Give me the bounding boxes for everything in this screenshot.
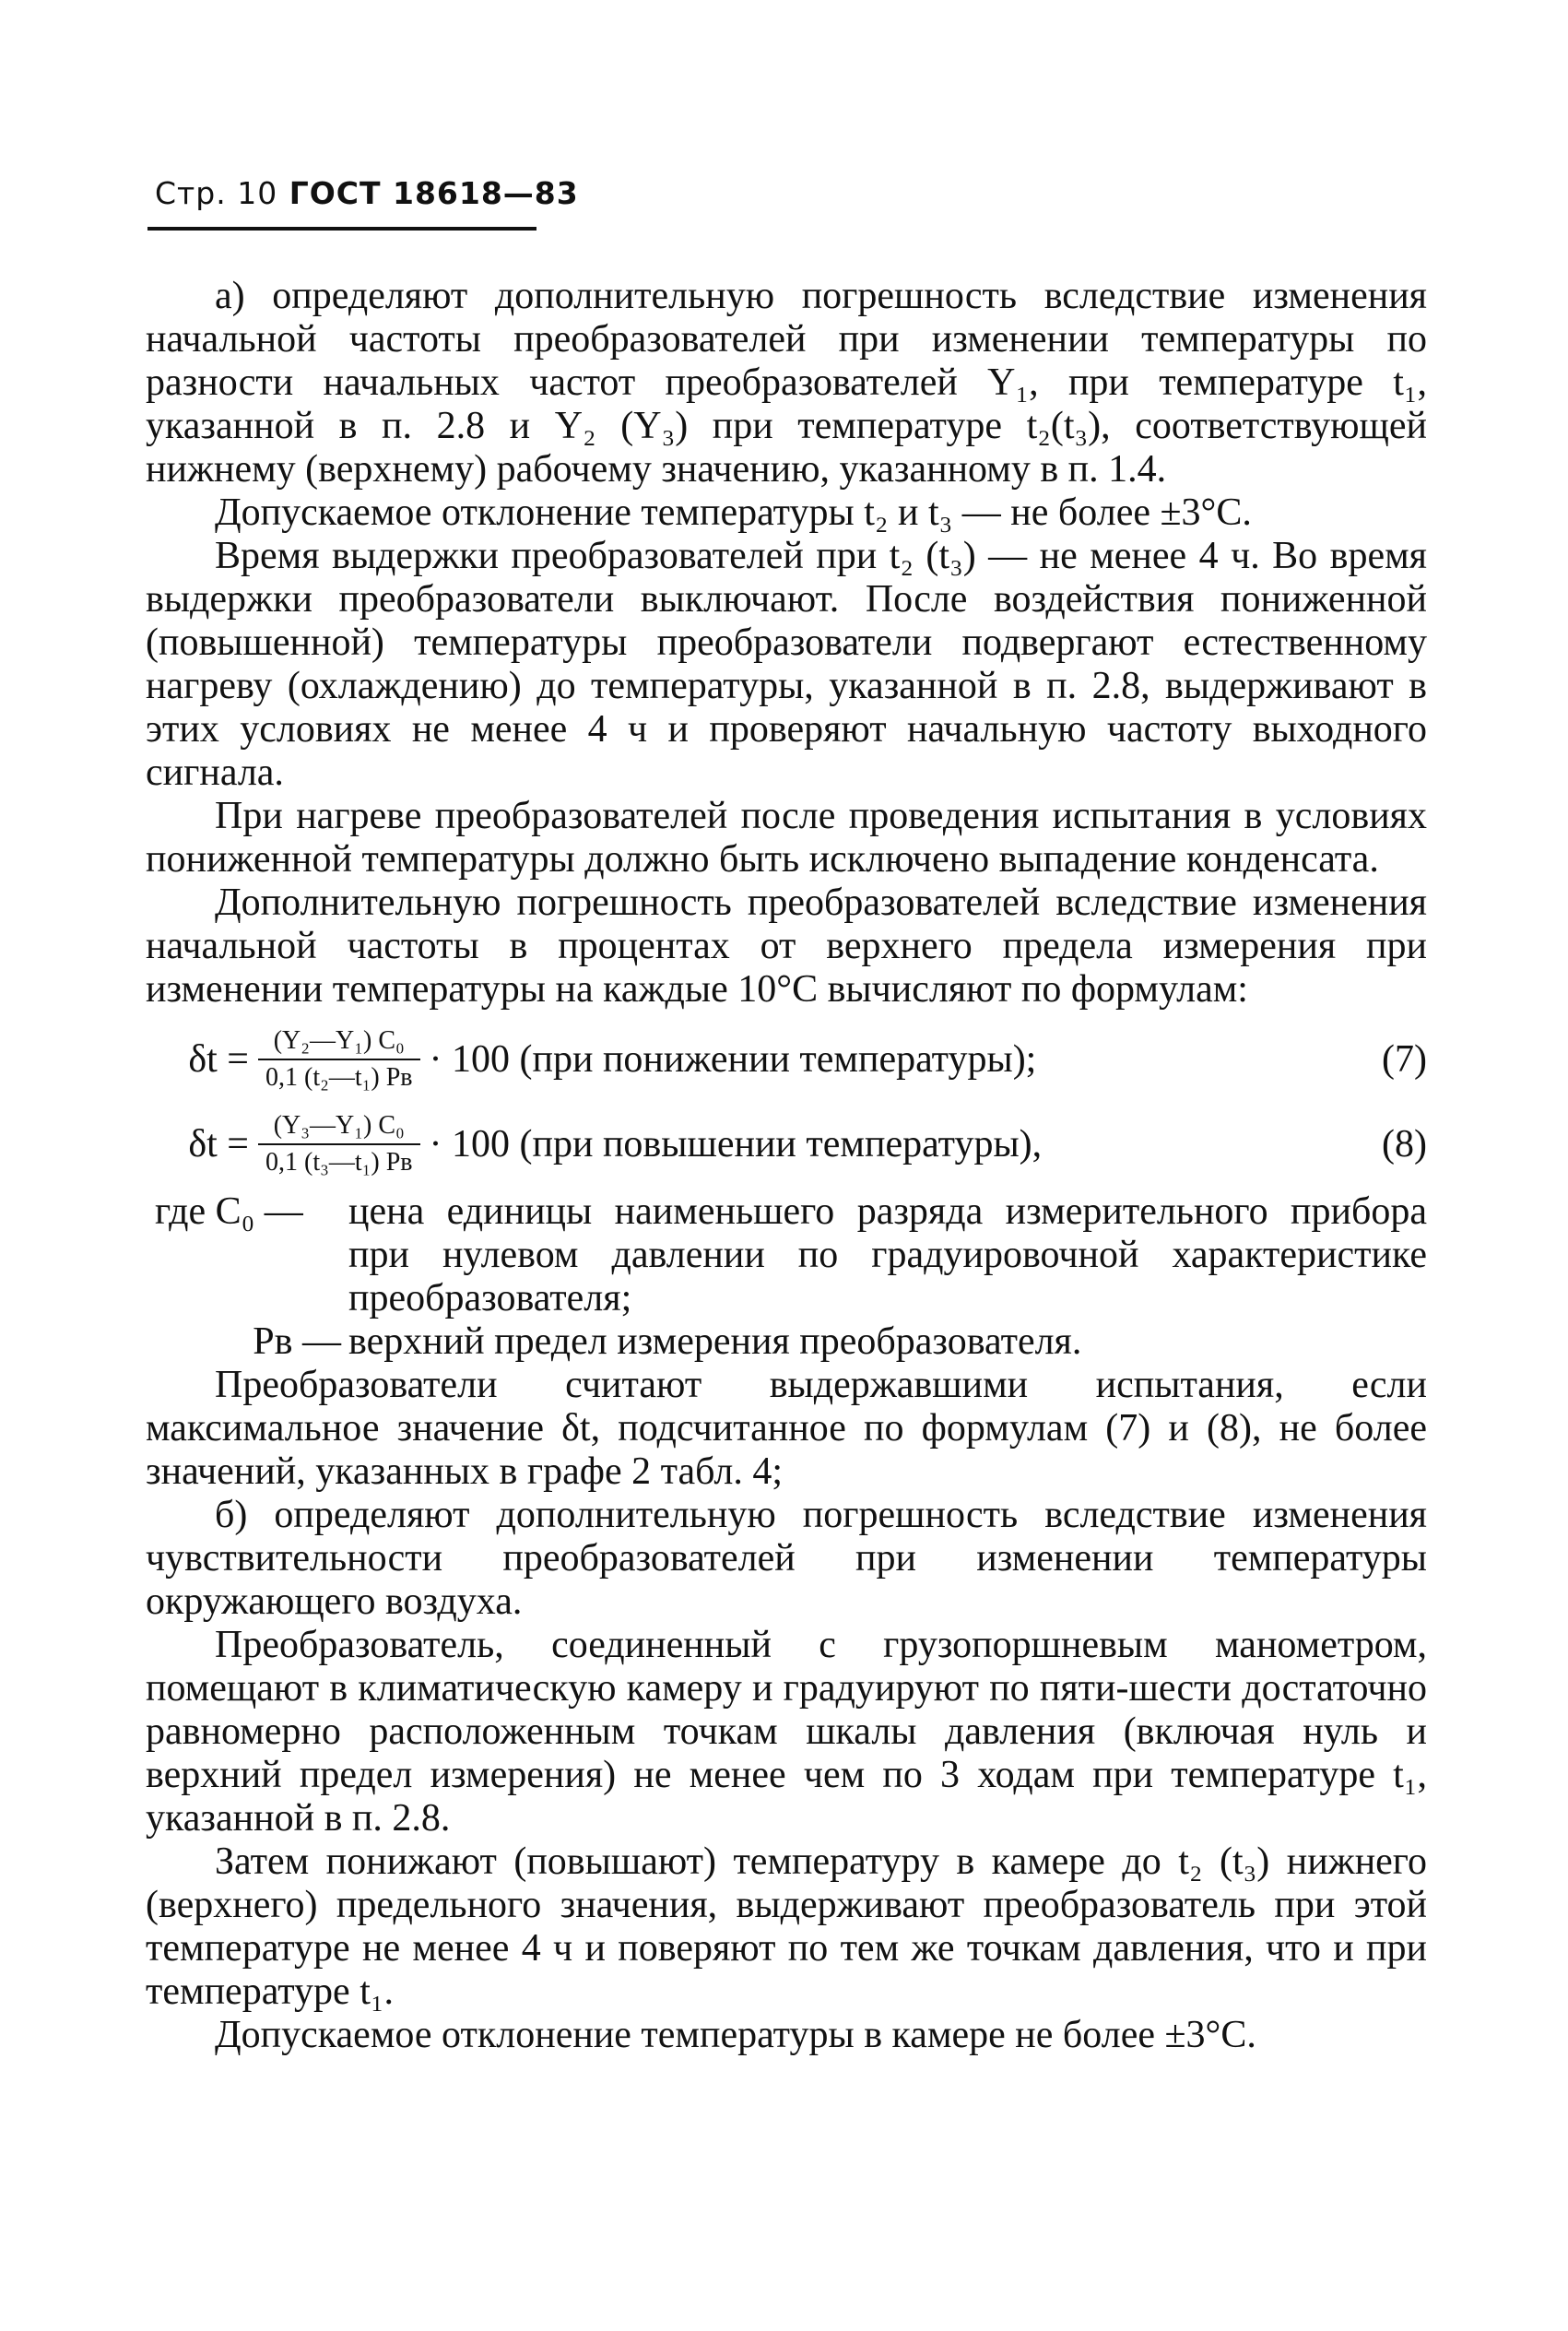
paragraph-error-calc: Дополнительную погрешность преобразователей вследствие изменения начальной частоты в процентах от верхнего предела измерения при изменении температуры на каждые 10°С вычисляют по формулам: [146,882,1427,1011]
definition-text: верхний предел измерения преобразователя. [348,1320,1082,1363]
formula-lhs: δt = [188,1122,249,1166]
paragraph-b: б) определяют дополнительную погрешность вследствие изменения чувствительности преобразователей при изменении температуры окружающего воздуха. [146,1494,1427,1623]
formula-condition: · 100 (при понижении температуры); [429,1037,1037,1081]
definition-term: где C₀ — [155,1190,303,1233]
header-rule [147,227,536,231]
definition-term: Pв — [253,1320,341,1363]
formula-numerator: (Y₃—Y₁) C₀ [273,1111,405,1140]
paragraph-pass-criteria: Преобразователи считают выдержавшими испытания, если максимальное значение δt, подсчитанное по формулам (7) и (8), не более значений, указанных в графе 2 табл. 4; [146,1364,1427,1493]
formula-denominator: 0,1 (t₂—t₁) Pв [258,1059,420,1092]
paragraph-temperature-change: Затем понижают (повышают) температуру в камере до t₂ (t₃) нижнего (верхнего) предельного значения, выдерживают преобразователь при этой температуре не менее 4 ч и поверяют по тем же точкам давления, что и при температуре t₁. [146,1840,1427,2013]
paragraph-exposure-time: Время выдержки преобразователей при t₂ (t₃) — не менее 4 ч. Во время выдержки преобразователи выключают. После воздействия пониженной (повышенной) температуры преобразователи подвергают естественному нагреву (охлаждению) до температуры, указанной в п. 2.8, выдерживают в этих условиях не менее 4 ч и проверяют начальную частоту выходного сигнала. [146,535,1427,794]
body-text [146,275,1427,2057]
definition-text: цена единицы наименьшего разряда измерительного прибора при нулевом давлении по градуировочной характеристике преобразователя; [348,1190,1427,1319]
page-header [155,175,579,211]
formula-number: (7) [1382,1037,1427,1081]
paragraph-calibration: Преобразователь, соединенный с грузопоршневым манометром, помещают в климатическую камеру и градуируют по пяти-шести достаточно равномерно расположенным точкам шкалы давления (включая нуль и верхний предел измерения) не менее чем по 3 ходам при температуре t₁, указанной в п. 2.8. [146,1624,1427,1840]
definition-c0 [146,1190,1427,1320]
definitions [146,1190,1427,1364]
paragraph-a: а) определяют дополнительную погрешность вследствие изменения начальной частоты преобразователей при изменении температуры по разности начальных частот преобразователей Y₁, при температуре t₁, указанной в п. 2.8 и Y₂ (Y₃) при температуре t₂(t₃), соответствующей нижнему (верхнему) рабочему значению, указанному в п. 1.4. [146,275,1427,491]
formula-number: (8) [1382,1122,1427,1166]
paragraph-condensation: При нагреве преобразователей после проведения испытания в условиях пониженной температуры должно быть исключено выпадение конденсата. [146,795,1427,881]
formula-lhs: δt = [188,1037,249,1081]
formula-8 [146,1102,1427,1187]
formula-denominator: 0,1 (t₃—t₁) Pв [258,1143,420,1177]
formula-condition: · 100 (при повышении температуры), [429,1122,1043,1166]
standard-designation: ГОСТ 18618—83 [289,175,579,211]
formula-fraction [258,1027,420,1092]
formula-7 [146,1017,1427,1102]
formula-fraction [258,1112,420,1177]
definition-pv [146,1320,1427,1364]
page-number: Стр. 10 [155,175,278,211]
formula-numerator: (Y₂—Y₁) C₀ [273,1026,405,1055]
paragraph-chamber-tolerance: Допускаемое отклонение температуры в камере не более ±3°С. [215,2014,1256,2056]
paragraph-tolerance: Допускаемое отклонение температуры t₂ и t₃ — не более ±3°С. [215,491,1252,534]
